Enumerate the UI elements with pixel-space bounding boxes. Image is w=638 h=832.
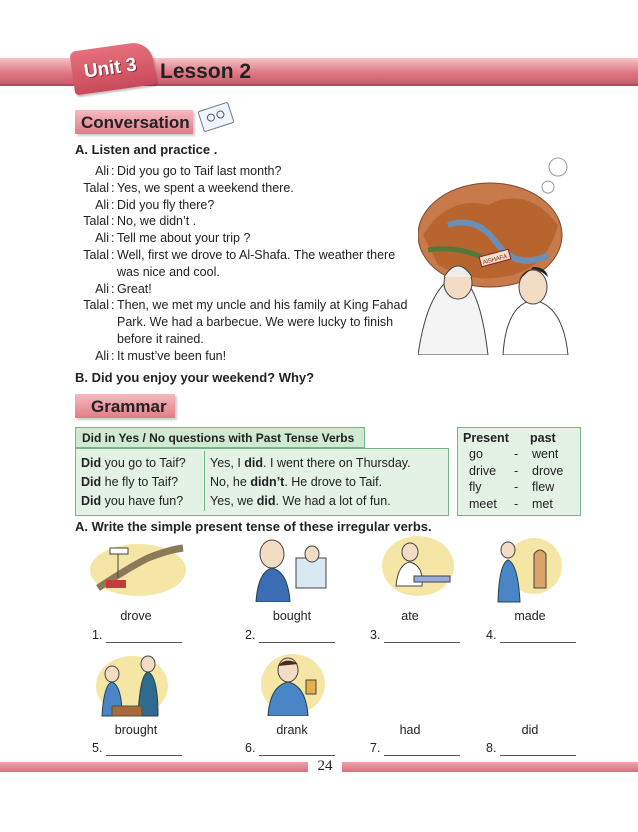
grammar-answer-part: didn’t: [250, 475, 285, 489]
dialogue-colon: :: [111, 281, 115, 296]
answer-blank[interactable]: [384, 755, 460, 756]
verb-present: drive: [469, 463, 497, 478]
verb-past: met: [532, 496, 553, 511]
dialogue-line: It must’ve been fun!: [117, 348, 227, 363]
dialogue-line: Tell me about your trip ?: [117, 231, 251, 246]
verb-past: flew: [532, 480, 555, 494]
present-header: Present: [463, 431, 509, 445]
grammar-answer-part: . We had a lot of fun.: [275, 494, 391, 508]
grammar-answer-part: did: [256, 494, 276, 508]
answer-blank[interactable]: [106, 642, 182, 643]
grammar-answer-part: Yes, I: [210, 456, 245, 470]
grammar-question-rest: you go to Taif?: [101, 456, 186, 470]
dialogue-line: Then, we met my uncle and his family at King Fahad: [117, 298, 408, 313]
verb-present: fly: [469, 480, 482, 494]
exercise-number: 8.: [486, 741, 497, 755]
exercise-verb: ate: [401, 609, 419, 623]
taif-trip-illustration: [418, 155, 583, 355]
dialogue-speaker: Talal: [83, 180, 109, 195]
exercise-verb: had: [399, 723, 421, 737]
eating-man-picture: [378, 536, 458, 602]
grammar-question: [81, 475, 178, 489]
verb-dash: -: [514, 447, 519, 461]
dialogue-line: Well, first we drove to Al-Shafa. The weather there: [117, 248, 396, 262]
dialogue-colon: :: [111, 298, 115, 313]
exercise-number: 7.: [370, 741, 381, 755]
exercise-number: 5.: [92, 741, 103, 755]
grammar-heading: Grammar: [91, 397, 167, 416]
grammar-question-rest: he fly to Taif?: [101, 475, 179, 489]
answer-blank[interactable]: [500, 755, 576, 756]
grammar-answer: [210, 494, 391, 508]
unit-label: Unit 3: [82, 54, 138, 83]
verb-past: drove: [532, 463, 564, 478]
answer-blank[interactable]: [500, 642, 576, 643]
dialogue-line: Park. We had a barbecue. We were lucky to finish: [117, 315, 394, 330]
al-shafa-sign: AlSHAFA: [482, 253, 508, 267]
dialogue-line: was nice and cool.: [117, 264, 220, 279]
exercise-number: 2.: [245, 628, 256, 642]
dialogue-colon: :: [111, 164, 115, 178]
exercise-number: 1.: [92, 628, 103, 642]
dialogue-speaker: Ali: [95, 348, 109, 363]
dialogue-line: Did you fly there?: [117, 197, 215, 212]
car-road-picture: [88, 538, 188, 598]
dialogue-speaker: Ali: [95, 281, 109, 296]
dialogue-speaker: Ali: [95, 197, 109, 212]
grammar-answer: [210, 475, 382, 489]
grammar-answer-part: . He drove to Taif.: [284, 475, 383, 489]
dialogue-line: Yes, we spent a weekend there.: [117, 180, 294, 195]
verb-present: meet: [469, 496, 497, 511]
verb-dash: -: [514, 480, 519, 494]
dialogue-speaker: Talal: [83, 298, 109, 313]
verb-present: go: [469, 447, 483, 461]
answer-blank[interactable]: [106, 755, 182, 756]
dialogue-colon: :: [111, 214, 115, 229]
dialogue-speaker: Talal: [83, 248, 109, 262]
part-a-heading: A. Listen and practice .: [75, 142, 218, 157]
dialogue: [75, 163, 415, 368]
grammar-did-word: Did: [81, 494, 102, 508]
verb-past: went: [532, 447, 559, 461]
drinking-man-picture: [258, 650, 328, 716]
dialogue-line: No, we didn’t .: [117, 214, 197, 229]
exercise-verb: brought: [114, 723, 158, 737]
dialogue-colon: :: [111, 248, 115, 262]
shopping-man-picture: [252, 536, 332, 602]
exercise-heading: A. Write the simple present tense of these irregular verbs.: [75, 519, 432, 534]
verb-dash: -: [514, 463, 519, 478]
grammar-question: [81, 494, 183, 508]
part-b-heading: B. Did you enjoy your weekend? Why?: [75, 370, 315, 385]
dialogue-speaker: Ali: [95, 231, 109, 246]
answer-blank[interactable]: [384, 642, 460, 643]
dialogue-line: Did you go to Taif last month?: [117, 164, 282, 178]
past-header: past: [530, 431, 556, 445]
dialogue-line: Great!: [117, 281, 152, 296]
exercise-verb: bought: [272, 609, 312, 623]
grammar-table-title: Did in Yes / No questions with Past Tense Verbs: [75, 427, 365, 448]
dialogue-colon: :: [111, 231, 115, 246]
grammar-question-rest: you have fun?: [101, 494, 184, 508]
grammar-did-word: Did: [81, 456, 102, 470]
woodcutters-picture: [92, 650, 172, 720]
exercise-number: 3.: [370, 628, 381, 642]
grammar-did-word: Did: [81, 475, 102, 489]
dialogue-colon: :: [111, 348, 115, 363]
page-number: 24: [317, 758, 333, 774]
dialogue-line: before it rained.: [117, 332, 204, 346]
dialogue-speaker: Talal: [83, 214, 109, 229]
lesson-title: Lesson 2: [160, 60, 252, 83]
grammar-answer-part: did: [244, 456, 264, 470]
exercise-verb: drank: [276, 723, 308, 737]
answer-blank[interactable]: [259, 755, 335, 756]
dialogue-speaker: Ali: [95, 164, 109, 178]
exercise-number: 4.: [486, 628, 497, 642]
grammar-answer-part: Yes, we: [210, 494, 257, 508]
dialogue-colon: :: [111, 180, 115, 195]
exercise-verb: did: [521, 723, 539, 737]
grammar-question: [81, 456, 186, 470]
cassette-tape-icon: [197, 102, 234, 133]
exercise-number: 6.: [245, 741, 256, 755]
making-man-picture: [494, 536, 564, 606]
exercise-verb: drove: [120, 609, 152, 623]
exercise-verb: made: [514, 609, 546, 623]
answer-blank[interactable]: [259, 642, 335, 643]
grammar-answer: [210, 456, 411, 470]
dialogue-colon: :: [111, 197, 115, 212]
grammar-table-divider: [204, 451, 205, 511]
grammar-answer-part: No, he: [210, 475, 251, 489]
grammar-answer-part: . I went there on Thursday.: [263, 456, 411, 470]
verb-dash: -: [514, 496, 519, 511]
conversation-heading: Conversation: [81, 113, 190, 132]
